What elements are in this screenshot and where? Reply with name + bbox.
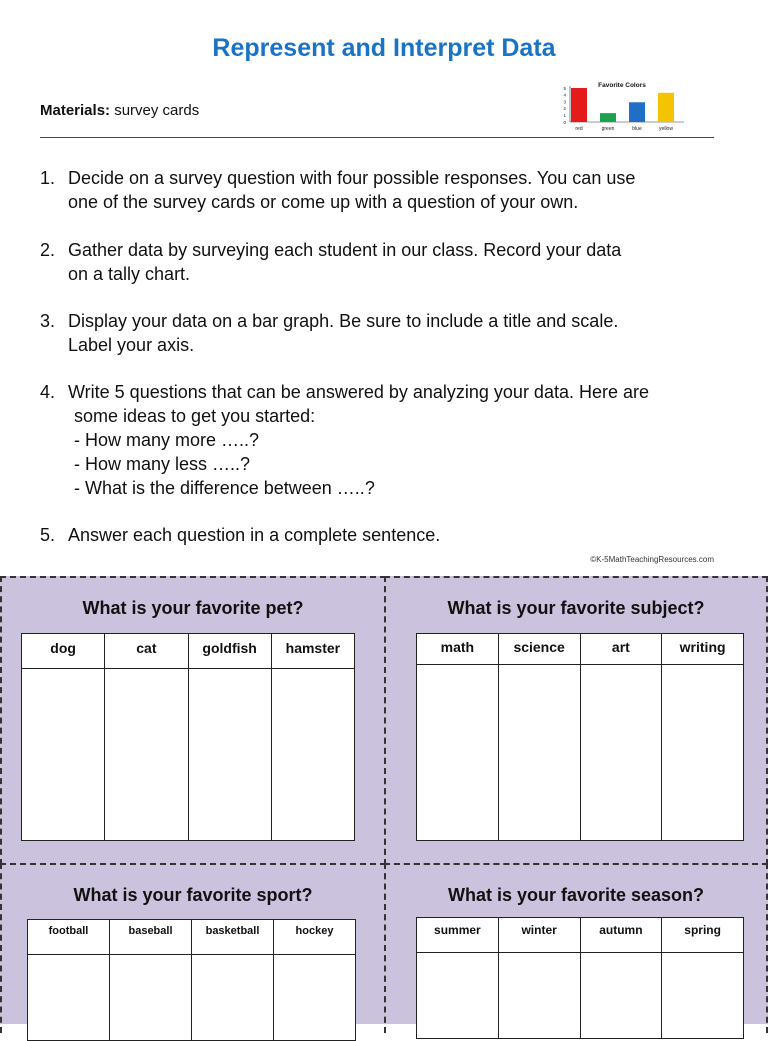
instruction-steps <box>40 166 730 547</box>
tally-header: autumn <box>581 918 662 953</box>
tally-column <box>109 920 191 1040</box>
step-line: one of the survey cards or come up with a question of your own. <box>68 192 579 212</box>
bar-yellow <box>658 93 674 122</box>
y-tick-label: 4 <box>563 92 566 98</box>
survey-card-subject <box>384 576 768 865</box>
tally-column <box>417 918 498 1038</box>
card-question: What is your favorite sport? <box>73 885 313 905</box>
tally-table <box>416 633 744 841</box>
favorite-colors-chart <box>560 80 690 136</box>
step-line: Display your data on a bar graph. Be sure to include a title and scale. <box>68 311 619 331</box>
tally-header: hamster <box>272 634 354 669</box>
tally-column <box>498 634 580 840</box>
page-title: Represent and Interpret Data <box>212 34 556 62</box>
y-tick-label: 1 <box>563 113 566 118</box>
survey-cards-sheet <box>0 576 768 1024</box>
survey-card-season <box>384 863 768 1033</box>
divider-line <box>40 137 714 138</box>
card-question: What is your favorite subject? <box>447 598 705 618</box>
step-number: 1. <box>40 168 56 188</box>
bar-green <box>600 113 616 122</box>
step-line: Decide on a survey question with four possible responses. You can use <box>68 168 636 188</box>
survey-card-sport <box>0 863 386 1033</box>
y-tick-label: 0 <box>563 119 566 125</box>
step-line: Label your axis. <box>68 335 195 355</box>
step-2 <box>40 238 730 286</box>
tally-column <box>661 634 743 840</box>
survey-card-pet <box>0 576 386 865</box>
chart-title: Favorite Colors <box>598 82 646 89</box>
step-3 <box>40 309 730 357</box>
step-line: on a tally chart. <box>68 264 191 284</box>
tally-table <box>416 917 744 1039</box>
tally-column <box>417 634 498 840</box>
tally-header: baseball <box>110 920 191 955</box>
tally-column <box>661 918 743 1038</box>
step-line: Gather data by surveying each student in our class. Record your data <box>68 240 622 260</box>
tally-column <box>580 918 662 1038</box>
tally-header: football <box>28 920 109 955</box>
step-line: - How many more …..? <box>74 430 260 450</box>
step-line: Write 5 questions that can be answered by analyzing your data. Here are <box>68 382 650 402</box>
y-tick-label: 3 <box>563 99 566 105</box>
tally-header: hockey <box>274 920 355 955</box>
tally-column <box>191 920 273 1040</box>
x-tick-label: red <box>575 126 583 132</box>
step-4 <box>40 380 730 500</box>
tally-column <box>104 634 187 840</box>
step-number: 2. <box>40 240 56 260</box>
tally-column <box>22 634 104 840</box>
step-number: 4. <box>40 382 56 402</box>
step-number: 3. <box>40 311 56 331</box>
card-question: What is your favorite pet? <box>82 598 304 618</box>
y-tick-label: 5 <box>563 85 566 91</box>
x-tick-label: green <box>601 126 615 132</box>
tally-table <box>21 633 355 841</box>
tally-column <box>580 634 662 840</box>
bar-blue <box>629 102 645 122</box>
tally-table <box>27 919 356 1041</box>
x-tick-label: yellow <box>659 126 673 132</box>
card-question: What is your favorite season? <box>447 885 705 905</box>
tally-header: dog <box>22 634 104 669</box>
step-5 <box>40 523 730 547</box>
tally-header: math <box>417 634 498 665</box>
step-1 <box>40 166 730 214</box>
step-line: - How many less …..? <box>74 454 251 474</box>
tally-column <box>188 634 271 840</box>
tally-header: cat <box>105 634 187 669</box>
tally-header: writing <box>662 634 743 665</box>
materials-label: Materials: <box>40 102 111 119</box>
tally-header: goldfish <box>189 634 271 669</box>
step-line: Answer each question in a complete sentence. <box>68 525 441 545</box>
x-tick-label: blue <box>632 126 642 132</box>
tally-header: summer <box>417 918 498 953</box>
tally-column <box>273 920 355 1040</box>
y-tick-label: 2 <box>563 106 566 112</box>
tally-column <box>28 920 109 1040</box>
materials-line <box>40 102 199 119</box>
tally-header: spring <box>662 918 743 953</box>
step-line: - What is the difference between …..? <box>74 478 375 498</box>
tally-header: winter <box>499 918 580 953</box>
tally-header: art <box>581 634 662 665</box>
tally-header: science <box>499 634 580 665</box>
tally-column <box>498 918 580 1038</box>
tally-header: basketball <box>192 920 273 955</box>
copyright-credit: ©K-5MathTeachingResources.com <box>590 555 714 564</box>
bar-red <box>571 88 587 122</box>
step-number: 5. <box>40 525 56 545</box>
tally-column <box>271 634 354 840</box>
step-line: some ideas to get you started: <box>74 406 316 426</box>
materials-value: survey cards <box>114 102 200 119</box>
